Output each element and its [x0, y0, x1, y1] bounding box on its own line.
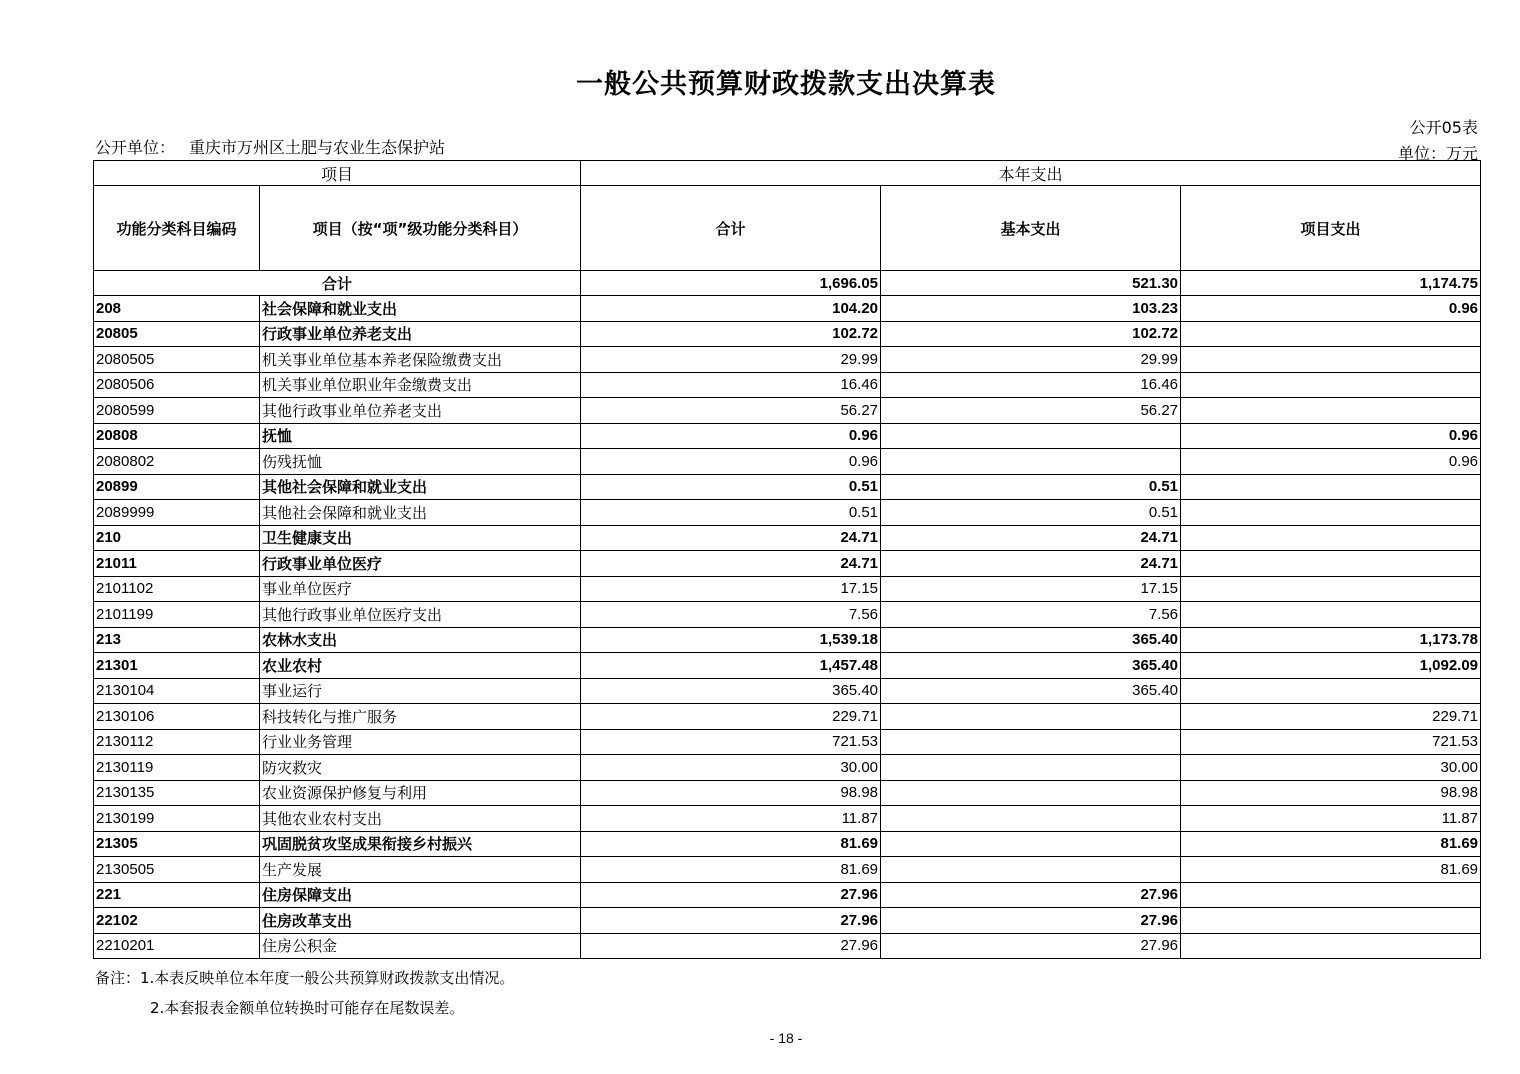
table-row	[94, 372, 1481, 398]
cell-name: 农业资源保护修复与利用	[260, 780, 581, 806]
table-row	[94, 525, 1481, 551]
cell-basic: 0.51	[881, 474, 1181, 500]
table-row	[94, 933, 1481, 959]
cell-project	[1181, 551, 1481, 577]
cell-total: 17.15	[581, 576, 881, 602]
cell-total: 104.20	[581, 296, 881, 322]
table-row	[94, 882, 1481, 908]
cell-name: 事业运行	[260, 678, 581, 704]
cell-name: 伤残抚恤	[260, 449, 581, 475]
table-row	[94, 806, 1481, 832]
cell-name: 其他行政事业单位养老支出	[260, 398, 581, 424]
cell-basic: 56.27	[881, 398, 1181, 424]
cell-code: 2210201	[94, 933, 260, 959]
cell-code: 20805	[94, 321, 260, 347]
cell-code: 2080506	[94, 372, 260, 398]
total-basic-value: 521.30	[881, 271, 1181, 296]
table-row	[94, 627, 1481, 653]
cell-name: 住房保障支出	[260, 882, 581, 908]
cell-basic: 365.40	[881, 678, 1181, 704]
unit-label: 单位：万元	[1397, 144, 1478, 163]
table-row	[94, 678, 1481, 704]
cell-name: 其他行政事业单位医疗支出	[260, 602, 581, 628]
cell-total: 27.96	[581, 908, 881, 934]
cell-project	[1181, 372, 1481, 398]
cell-project: 0.96	[1181, 449, 1481, 475]
cell-project	[1181, 602, 1481, 628]
table-row	[94, 398, 1481, 424]
cell-total: 1,539.18	[581, 627, 881, 653]
cell-code: 2080599	[94, 398, 260, 424]
cell-basic	[881, 755, 1181, 781]
cell-basic	[881, 704, 1181, 730]
cell-code: 2130104	[94, 678, 260, 704]
cell-basic: 365.40	[881, 627, 1181, 653]
table-row	[94, 755, 1481, 781]
cell-project	[1181, 678, 1481, 704]
cell-project: 81.69	[1181, 857, 1481, 883]
cell-basic	[881, 780, 1181, 806]
cell-project	[1181, 347, 1481, 373]
cell-name: 机关事业单位职业年金缴费支出	[260, 372, 581, 398]
table-row	[94, 296, 1481, 322]
cell-basic: 24.71	[881, 551, 1181, 577]
cell-name: 住房公积金	[260, 933, 581, 959]
table-row	[94, 908, 1481, 934]
cell-basic: 7.56	[881, 602, 1181, 628]
org-label: 公开单位：	[95, 138, 176, 157]
cell-total: 0.51	[581, 474, 881, 500]
table-row	[94, 423, 1481, 449]
cell-name: 行政事业单位医疗	[260, 551, 581, 577]
cell-total: 1,457.48	[581, 653, 881, 679]
table-row	[94, 729, 1481, 755]
org-name: 重庆市万州区土肥与农业生态保护站	[189, 138, 446, 157]
cell-total: 721.53	[581, 729, 881, 755]
cell-basic	[881, 423, 1181, 449]
table-row	[94, 831, 1481, 857]
cell-basic: 27.96	[881, 882, 1181, 908]
header-row-group	[94, 161, 1481, 186]
cell-project: 98.98	[1181, 780, 1481, 806]
cell-code: 21011	[94, 551, 260, 577]
cell-basic	[881, 449, 1181, 475]
total-project-value: 1,174.75	[1181, 271, 1481, 296]
cell-project	[1181, 321, 1481, 347]
cell-project	[1181, 576, 1481, 602]
cell-basic	[881, 729, 1181, 755]
table-body	[94, 271, 1481, 959]
cell-total: 102.72	[581, 321, 881, 347]
table-row	[94, 449, 1481, 475]
header-basic: 基本支出	[881, 186, 1181, 271]
notes	[95, 963, 514, 1023]
cell-project	[1181, 933, 1481, 959]
cell-code: 21305	[94, 831, 260, 857]
cell-total: 0.96	[581, 449, 881, 475]
table-row	[94, 321, 1481, 347]
cell-project: 721.53	[1181, 729, 1481, 755]
cell-code: 2130106	[94, 704, 260, 730]
cell-project: 81.69	[1181, 831, 1481, 857]
header-total: 合计	[581, 186, 881, 271]
cell-basic: 27.96	[881, 908, 1181, 934]
cell-name: 社会保障和就业支出	[260, 296, 581, 322]
table-row	[94, 780, 1481, 806]
note-2: 2.本套报表金额单位转换时可能存在尾数误差。	[150, 999, 465, 1017]
table-row	[94, 857, 1481, 883]
cell-code: 2130119	[94, 755, 260, 781]
cell-code: 22102	[94, 908, 260, 934]
cell-code: 208	[94, 296, 260, 322]
table-row	[94, 653, 1481, 679]
cell-basic: 103.23	[881, 296, 1181, 322]
cell-total: 24.71	[581, 551, 881, 577]
table-row	[94, 500, 1481, 526]
table-row	[94, 704, 1481, 730]
cell-basic: 27.96	[881, 933, 1181, 959]
cell-total: 24.71	[581, 525, 881, 551]
cell-name: 行业业务管理	[260, 729, 581, 755]
total-row	[94, 271, 1481, 296]
cell-total: 30.00	[581, 755, 881, 781]
cell-total: 11.87	[581, 806, 881, 832]
note-1: 备注：1.本表反映单位本年度一般公共预算财政拨款支出情况。	[95, 969, 515, 987]
cell-project: 0.96	[1181, 296, 1481, 322]
cell-total: 16.46	[581, 372, 881, 398]
header-current-year: 本年支出	[581, 161, 1481, 186]
cell-project	[1181, 474, 1481, 500]
cell-total: 27.96	[581, 882, 881, 908]
cell-name: 农业农村	[260, 653, 581, 679]
cell-total: 7.56	[581, 602, 881, 628]
cell-project: 30.00	[1181, 755, 1481, 781]
cell-project	[1181, 908, 1481, 934]
cell-total: 365.40	[581, 678, 881, 704]
table-row	[94, 347, 1481, 373]
cell-project: 229.71	[1181, 704, 1481, 730]
header-row-columns	[94, 186, 1481, 271]
cell-code: 221	[94, 882, 260, 908]
cell-total: 56.27	[581, 398, 881, 424]
cell-code: 2130505	[94, 857, 260, 883]
cell-basic	[881, 857, 1181, 883]
cell-name: 生产发展	[260, 857, 581, 883]
cell-name: 其他社会保障和就业支出	[260, 474, 581, 500]
cell-name: 行政事业单位养老支出	[260, 321, 581, 347]
cell-code: 21301	[94, 653, 260, 679]
cell-basic: 17.15	[881, 576, 1181, 602]
cell-basic	[881, 831, 1181, 857]
cell-name: 农林水支出	[260, 627, 581, 653]
organization-line	[95, 135, 445, 158]
cell-code: 2080802	[94, 449, 260, 475]
total-label: 合计	[94, 271, 581, 296]
cell-name: 防灾救灾	[260, 755, 581, 781]
table-row	[94, 602, 1481, 628]
cell-code: 2080505	[94, 347, 260, 373]
table-row	[94, 576, 1481, 602]
total-value: 1,696.05	[581, 271, 881, 296]
cell-project: 0.96	[1181, 423, 1481, 449]
cell-basic: 29.99	[881, 347, 1181, 373]
cell-project	[1181, 398, 1481, 424]
cell-name: 卫生健康支出	[260, 525, 581, 551]
cell-total: 81.69	[581, 857, 881, 883]
expenditure-table	[93, 160, 1481, 959]
cell-basic: 16.46	[881, 372, 1181, 398]
page-title: 一般公共预算财政拨款支出决算表	[576, 69, 996, 100]
cell-name: 巩固脱贫攻坚成果衔接乡村振兴	[260, 831, 581, 857]
header-project: 项目支出	[1181, 186, 1481, 271]
cell-code: 2130112	[94, 729, 260, 755]
cell-code: 2130135	[94, 780, 260, 806]
cell-basic	[881, 806, 1181, 832]
cell-name: 机关事业单位基本养老保险缴费支出	[260, 347, 581, 373]
cell-project	[1181, 882, 1481, 908]
cell-code: 2130199	[94, 806, 260, 832]
cell-name: 抚恤	[260, 423, 581, 449]
cell-project: 1,092.09	[1181, 653, 1481, 679]
cell-name: 其他社会保障和就业支出	[260, 500, 581, 526]
cell-basic: 24.71	[881, 525, 1181, 551]
header-name: 项目（按“项”级功能分类科目）	[260, 186, 581, 271]
cell-total: 98.98	[581, 780, 881, 806]
cell-project	[1181, 500, 1481, 526]
cell-name: 科技转化与推广服务	[260, 704, 581, 730]
cell-code: 2101199	[94, 602, 260, 628]
cell-name: 事业单位医疗	[260, 576, 581, 602]
form-number: 公开05表	[1409, 118, 1478, 137]
cell-total: 0.51	[581, 500, 881, 526]
cell-name: 住房改革支出	[260, 908, 581, 934]
header-code: 功能分类科目编码	[94, 186, 260, 271]
cell-total: 27.96	[581, 933, 881, 959]
table-row	[94, 551, 1481, 577]
cell-code: 2089999	[94, 500, 260, 526]
cell-project: 11.87	[1181, 806, 1481, 832]
cell-name: 其他农业农村支出	[260, 806, 581, 832]
header-item: 项目	[94, 161, 581, 186]
cell-total: 29.99	[581, 347, 881, 373]
cell-project	[1181, 525, 1481, 551]
cell-code: 20899	[94, 474, 260, 500]
cell-total: 229.71	[581, 704, 881, 730]
cell-code: 213	[94, 627, 260, 653]
cell-code: 210	[94, 525, 260, 551]
cell-project: 1,173.78	[1181, 627, 1481, 653]
cell-basic: 365.40	[881, 653, 1181, 679]
cell-total: 0.96	[581, 423, 881, 449]
cell-total: 81.69	[581, 831, 881, 857]
cell-basic: 102.72	[881, 321, 1181, 347]
cell-code: 20808	[94, 423, 260, 449]
page-number: - 18 -	[769, 1030, 803, 1046]
cell-code: 2101102	[94, 576, 260, 602]
cell-basic: 0.51	[881, 500, 1181, 526]
table-row	[94, 474, 1481, 500]
